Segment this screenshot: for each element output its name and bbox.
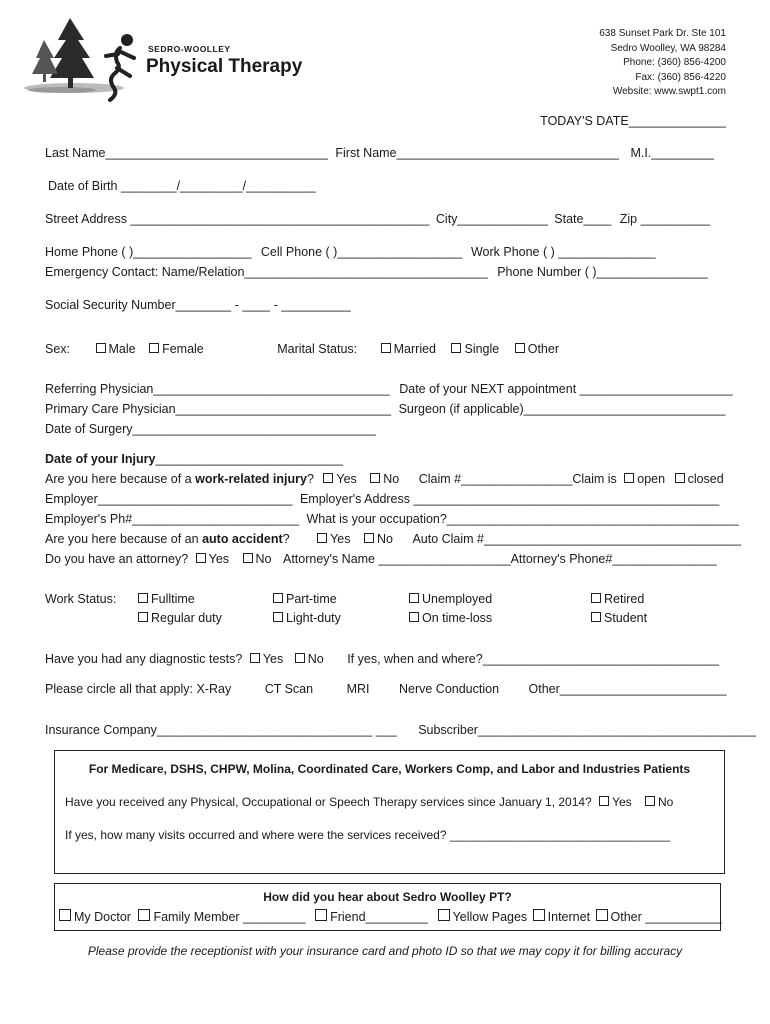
surgery-date-field[interactable]: Date of Surgery___________________________________ <box>45 422 376 436</box>
auto-prefix: Are you here because of an <box>45 532 203 546</box>
sex-label: Sex: <box>45 342 71 356</box>
emergency-row <box>45 265 708 279</box>
phone-row <box>45 245 656 259</box>
internet-checkbox[interactable] <box>533 909 545 921</box>
parttime-checkbox[interactable] <box>273 593 283 603</box>
work-injury-yes-checkbox[interactable] <box>323 473 333 483</box>
address-website: Website: www.swpt1.com <box>612 86 726 97</box>
claim-open-checkbox[interactable] <box>624 473 634 483</box>
work-injury-row <box>45 472 724 486</box>
auto-claim-field[interactable]: Auto Claim #_____________________________________ <box>412 532 742 546</box>
insurance-company-field[interactable]: Insurance Company_______________________________ ___ <box>45 723 397 737</box>
fulltime-option[interactable] <box>138 592 195 606</box>
primary-physician-field[interactable]: Primary Care Physician_______________________________ <box>45 402 392 416</box>
address-fax: Fax: (360) 856-4220 <box>635 71 726 83</box>
medicare-question-row <box>65 795 673 809</box>
footer-note: Please provide the receptionist with your insurance card and photo ID so that we may copy it for billing accuracy <box>87 944 683 958</box>
diagnostics-row <box>45 652 719 666</box>
auto-suffix: ? <box>282 532 290 546</box>
address-city: Sedro Woolley, WA 98284 <box>610 42 726 54</box>
fulltime-checkbox[interactable] <box>138 593 148 603</box>
logo <box>22 18 312 106</box>
female-label: Female <box>162 342 204 356</box>
time-loss-label: On time-loss <box>422 611 493 625</box>
medicare-yes-checkbox[interactable] <box>599 796 609 806</box>
diagnostics-yes-checkbox[interactable] <box>250 653 260 663</box>
state-field[interactable]: State____ <box>554 212 612 226</box>
diagnostics-no-label: No <box>307 652 324 666</box>
logo-graphic <box>22 18 152 106</box>
medicare-title: For Medicare, DSHS, CHPW, Molina, Coordinated Care, Workers Comp, and Labor and Industries Patients <box>88 762 691 776</box>
family-checkbox[interactable] <box>138 909 150 921</box>
circle-nerve[interactable]: Nerve Conduction <box>398 682 500 696</box>
work-injury-no-checkbox[interactable] <box>370 473 380 483</box>
circle-mri[interactable]: MRI <box>346 682 370 696</box>
surgeon-field[interactable]: Surgeon (if applicable)_____________________________ <box>398 402 726 416</box>
retired-checkbox[interactable] <box>591 593 601 603</box>
unemployed-checkbox[interactable] <box>409 593 419 603</box>
time-loss-option[interactable] <box>409 611 492 625</box>
attorney-question: Do you have an attorney? <box>45 552 189 566</box>
medicare-no-checkbox[interactable] <box>645 796 655 806</box>
primary-row <box>45 402 725 416</box>
referral-options <box>59 909 722 924</box>
auto-no-label: No <box>376 532 393 546</box>
employer-phone-row <box>45 512 739 526</box>
next-appointment-field[interactable]: Date of your NEXT appointment ______________________ <box>399 382 733 396</box>
regular-duty-label: Regular duty <box>151 611 222 625</box>
claim-closed-label: closed <box>687 472 724 486</box>
circle-xray[interactable]: Please circle all that apply: X-Ray <box>45 682 232 696</box>
time-loss-checkbox[interactable] <box>409 612 419 622</box>
student-checkbox[interactable] <box>591 612 601 622</box>
friend-checkbox[interactable] <box>315 909 327 921</box>
work-injury-yes-label: Yes <box>336 472 357 486</box>
work-injury-bold: work-related injury <box>195 472 307 486</box>
regular-duty-checkbox[interactable] <box>138 612 148 622</box>
auto-no-checkbox[interactable] <box>364 533 374 543</box>
diagnostics-no-checkbox[interactable] <box>295 653 305 663</box>
medicare-yes-label: Yes <box>612 795 632 809</box>
unemployed-label: Unemployed <box>422 592 493 606</box>
logo-line2: Physical Therapy <box>146 56 303 77</box>
occupation-field[interactable]: What is your occupation?__________________________________________ <box>306 512 739 526</box>
injury-date-line[interactable]: ___________________________ <box>155 452 344 466</box>
student-label: Student <box>604 611 648 625</box>
retired-label: Retired <box>604 592 645 606</box>
other-marital-label: Other <box>527 342 559 356</box>
student-option[interactable] <box>591 611 647 625</box>
internet-label: Internet <box>547 910 591 924</box>
referral-title: How did you hear about Sedro Woolley PT? <box>263 890 512 904</box>
medicare-question: Have you received any Physical, Occupational or Speech Therapy services since January 1, 2014? <box>65 795 592 809</box>
street-field[interactable]: Street Address ___________________________________________ <box>45 212 430 226</box>
address-street: 638 Sunset Park Dr. Ste 101 <box>599 28 726 39</box>
fulltime-label: Fulltime <box>151 592 195 606</box>
other-marital-checkbox[interactable] <box>515 343 525 353</box>
ssn-field[interactable]: Social Security Number________ - ____ - __________ <box>45 298 351 312</box>
friend-label[interactable]: Friend_________ <box>330 910 429 924</box>
work-injury-prefix: Are you here because of a <box>45 472 196 486</box>
cell-phone-field[interactable]: Cell Phone ( )__________________ <box>260 245 463 259</box>
claim-field[interactable]: Claim #________________Claim is <box>418 472 617 486</box>
insurance-row <box>45 723 756 737</box>
address-row <box>45 212 710 226</box>
attorney-no-label: No <box>255 552 272 566</box>
medicare-box <box>54 750 725 874</box>
work-injury-no-label: No <box>383 472 400 486</box>
attorney-yes-label: Yes <box>208 552 230 566</box>
light-duty-checkbox[interactable] <box>273 612 283 622</box>
work-phone-field[interactable]: Work Phone ( ) ______________ <box>470 245 656 259</box>
address-phone: Phone: (360) 856-4200 <box>623 57 726 68</box>
first-name-field[interactable]: First Name________________________________ <box>335 146 619 160</box>
name-row <box>45 146 714 160</box>
parttime-option[interactable] <box>273 592 337 606</box>
married-checkbox[interactable] <box>381 343 391 353</box>
auto-yes-label: Yes <box>330 532 351 546</box>
light-duty-label: Light-duty <box>286 611 341 625</box>
injury-date-row <box>45 452 343 466</box>
light-duty-option[interactable] <box>273 611 341 625</box>
emergency-contact-field[interactable]: Emergency Contact: Name/Relation___________________________________ <box>45 265 488 279</box>
mi-field[interactable]: M.I._________ <box>630 146 714 160</box>
unemployed-option[interactable] <box>409 592 492 606</box>
referral-box <box>54 883 721 931</box>
emergency-phone-field[interactable]: Phone Number ( )________________ <box>497 265 708 279</box>
doctor-checkbox[interactable] <box>59 909 71 921</box>
doctor-label: My Doctor <box>74 910 131 924</box>
logo-line1: SEDRO-WOOLLEY <box>148 44 231 54</box>
male-checkbox[interactable] <box>96 343 106 353</box>
attorney-row <box>45 552 717 566</box>
female-checkbox[interactable] <box>149 343 159 353</box>
auto-accident-row <box>45 532 741 546</box>
retired-option[interactable] <box>591 592 644 606</box>
home-phone-field[interactable]: Home Phone ( )_________________ <box>45 245 252 259</box>
work-injury-suffix: ? <box>306 472 314 486</box>
auto-bold: auto accident <box>202 532 283 546</box>
work-status-label: Work Status: <box>45 592 117 606</box>
injury-date-label: Date of your Injury <box>45 452 156 466</box>
medicare-no-label: No <box>658 795 674 809</box>
single-label: Single <box>464 342 500 356</box>
employer-phone-field[interactable]: Employer's Ph#________________________ <box>45 512 299 526</box>
diagnostics-yes-label: Yes <box>262 652 284 666</box>
diagnostics-question: Have you had any diagnostic tests? <box>45 652 243 666</box>
dob-field[interactable]: Date of Birth ________/_________/__________ <box>48 179 316 193</box>
diagnostics-where-field[interactable]: If yes, when and where?__________________________________ <box>347 652 720 666</box>
family-label[interactable]: Family Member _________ <box>153 910 306 924</box>
attorney-no-checkbox[interactable] <box>243 553 253 563</box>
todays-date-field[interactable]: TODAY'S DATE______________ <box>540 114 726 128</box>
city-field[interactable]: City_____________ <box>435 212 548 226</box>
employer-row <box>45 492 719 506</box>
circle-other-field[interactable]: Other________________________ <box>528 682 727 696</box>
employer-address-field[interactable]: Employer's Address ____________________________________________ <box>299 492 720 506</box>
parttime-label: Part-time <box>286 592 337 606</box>
other-referral-checkbox[interactable] <box>596 909 608 921</box>
referring-row <box>45 382 733 396</box>
circle-ct[interactable]: CT Scan <box>264 682 314 696</box>
male-label: Male <box>108 342 136 356</box>
attorney-yes-checkbox[interactable] <box>196 553 206 563</box>
marital-label: Marital Status: <box>277 342 358 356</box>
claim-closed-checkbox[interactable] <box>675 473 685 483</box>
subscriber-field[interactable]: Subscriber________________________________________ <box>418 723 757 737</box>
auto-yes-checkbox[interactable] <box>317 533 327 543</box>
attorney-name-field[interactable]: Attorney's Name ___________________Attorney's Phone#_______________ <box>283 552 717 566</box>
sex-marital-row <box>45 342 559 356</box>
clinic-address <box>599 27 726 100</box>
other-referral-label[interactable]: Other ___________ <box>610 910 722 924</box>
claim-open-label: open <box>637 472 666 486</box>
regular-duty-option[interactable] <box>138 611 222 625</box>
zip-field[interactable]: Zip __________ <box>619 212 711 226</box>
married-label: Married <box>393 342 436 356</box>
circle-row <box>45 682 727 696</box>
referring-physician-field[interactable]: Referring Physician__________________________________ <box>45 382 390 396</box>
single-checkbox[interactable] <box>451 343 461 353</box>
last-name-field[interactable]: Last Name________________________________ <box>45 146 328 160</box>
medicare-visits-field[interactable]: If yes, how many visits occurred and where were the services received? _________________________________ <box>65 828 671 842</box>
yellow-pages-checkbox[interactable] <box>438 909 450 921</box>
employer-field[interactable]: Employer____________________________ <box>45 492 293 506</box>
yellow-pages-label: Yellow Pages <box>452 910 528 924</box>
